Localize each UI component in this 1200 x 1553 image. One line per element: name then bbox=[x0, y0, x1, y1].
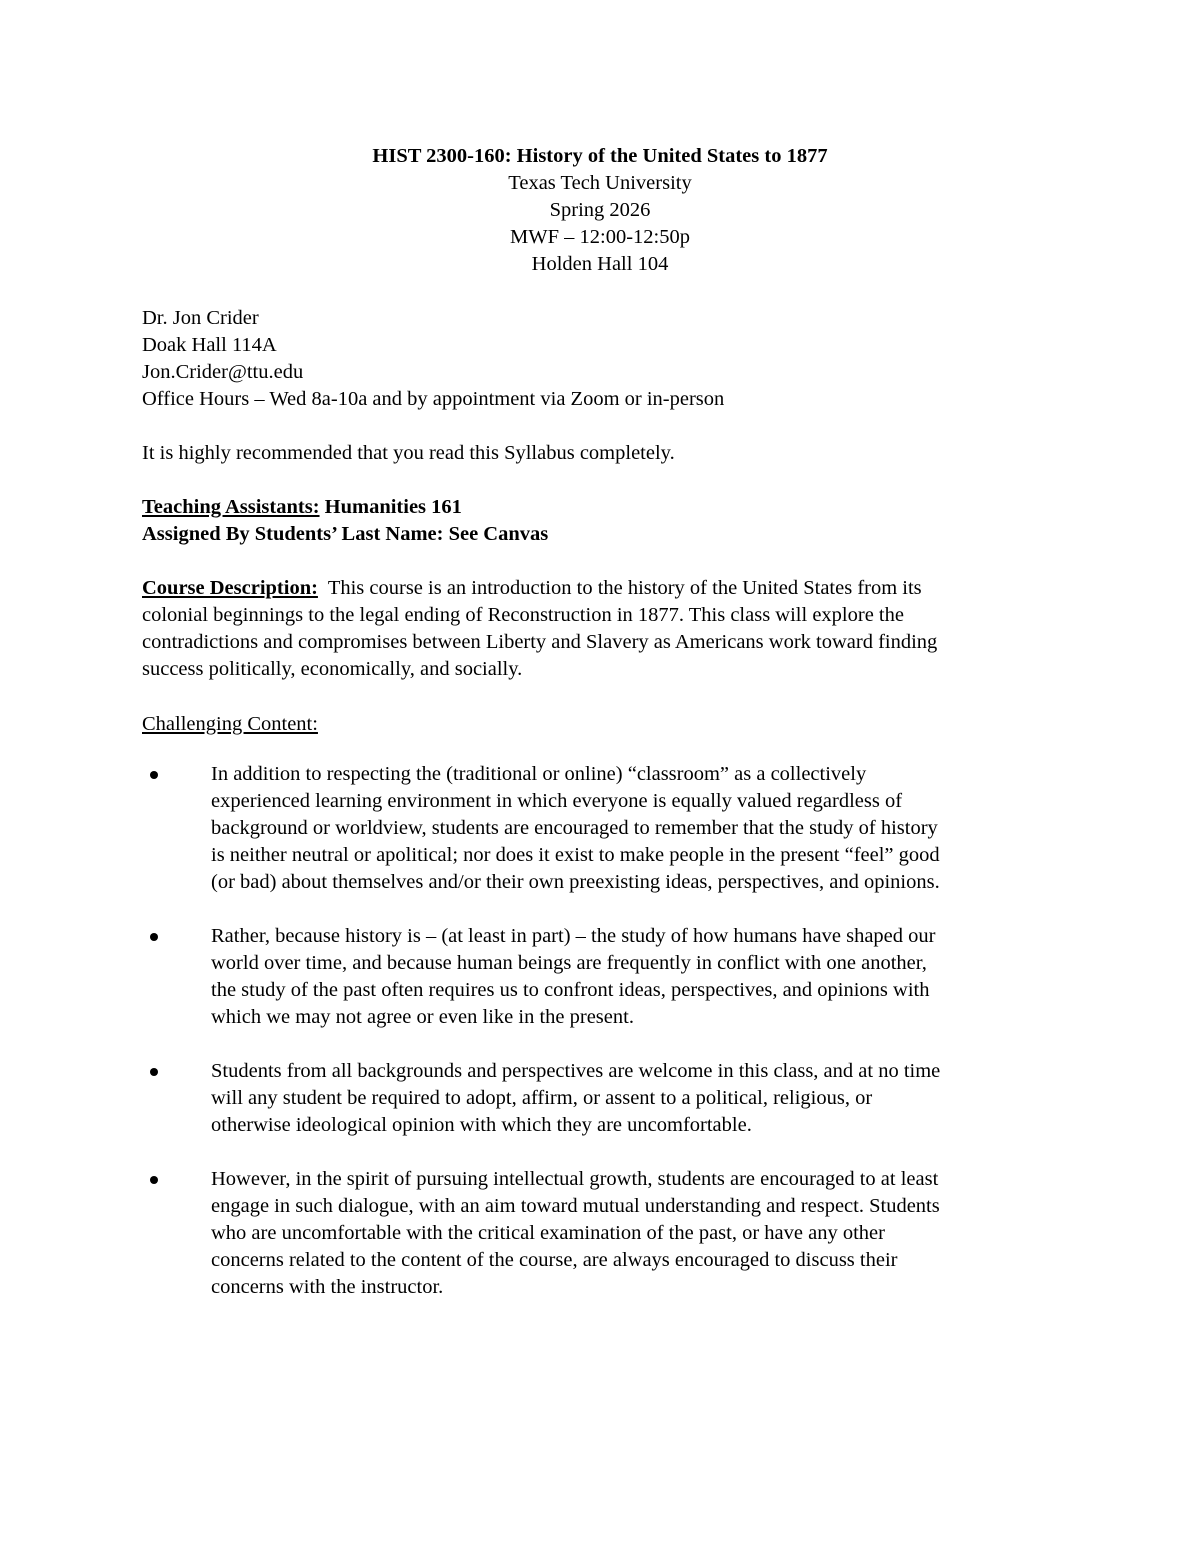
bullet-icon bbox=[150, 1176, 158, 1184]
instructor-office: Doak Hall 114A bbox=[142, 334, 277, 356]
teaching-assistants-section bbox=[142, 494, 1072, 548]
list-item-line: concerns related to the content of the course, are always encouraged to discuss their bbox=[211, 1249, 898, 1271]
list-item-line: otherwise ideological opinion with which they are uncomfortable. bbox=[211, 1114, 752, 1136]
teaching-assistants-line bbox=[142, 494, 1072, 521]
list-item-line: However, in the spirit of pursuing intellectual growth, students are encouraged to at least bbox=[211, 1168, 939, 1190]
list-item-line: world over time, and because human beings are frequently in conflict with one another, bbox=[211, 952, 927, 974]
instructor-info bbox=[142, 305, 1072, 413]
teaching-assistants-label: Teaching Assistants: bbox=[142, 496, 320, 518]
list-item-line: In addition to respecting the (traditional or online) “classroom” as a collectively bbox=[211, 763, 867, 785]
list-item bbox=[142, 1166, 1072, 1301]
list-item-line: experienced learning environment in which everyone is equally valued regardless of bbox=[211, 790, 903, 812]
list-item-line: (or bad) about themselves and/or their own preexisting ideas, perspectives, and opinions. bbox=[211, 871, 940, 893]
course-description-line: contradictions and compromises between Liberty and Slavery as Americans work toward finding bbox=[142, 631, 938, 653]
course-description-label: Course Description: bbox=[142, 577, 318, 599]
course-description-text: This course is an introduction to the history of the United States from its bbox=[317, 577, 922, 599]
teaching-assistants-value: Humanities 161 bbox=[319, 496, 462, 518]
office-hours: Office Hours – Wed 8a-10a and by appointment via Zoom or in-person bbox=[142, 388, 725, 410]
class-schedule: MWF – 12:00-12:50p bbox=[510, 226, 690, 248]
course-description-line bbox=[142, 575, 1072, 602]
list-item-line: who are uncomfortable with the critical examination of the past, or have any other bbox=[211, 1222, 885, 1244]
list-item-line: background or worldview, students are encouraged to remember that the study of history bbox=[211, 817, 938, 839]
list-item bbox=[142, 1058, 1072, 1139]
challenging-content-list bbox=[142, 761, 1072, 1328]
bullet-icon bbox=[150, 771, 158, 779]
course-title: HIST 2300-160: History of the United States to 1877 bbox=[372, 145, 828, 167]
list-item-line: engage in such dialogue, with an aim toward mutual understanding and respect. Students bbox=[211, 1195, 940, 1217]
list-item-line: the study of the past often requires us to confront ideas, perspectives, and opinions with bbox=[211, 979, 930, 1001]
course-description-line: colonial beginnings to the legal ending of Reconstruction in 1877. This class will explore the bbox=[142, 604, 904, 626]
instructor-email: Jon.Crider@ttu.edu bbox=[142, 361, 304, 383]
course-header bbox=[0, 143, 1200, 278]
list-item-line: concerns with the instructor. bbox=[211, 1276, 444, 1298]
ta-assignment-note: Assigned By Students’ Last Name: See Canvas bbox=[142, 523, 549, 545]
bullet-icon bbox=[150, 933, 158, 941]
term: Spring 2026 bbox=[549, 199, 651, 221]
bullet-icon bbox=[150, 1068, 158, 1076]
class-location: Holden Hall 104 bbox=[531, 253, 669, 275]
challenging-content-heading: Challenging Content: bbox=[142, 713, 318, 735]
instructor-name: Dr. Jon Crider bbox=[142, 307, 259, 329]
course-description-line: success politically, economically, and socially. bbox=[142, 658, 523, 680]
list-item bbox=[142, 761, 1072, 896]
list-item-line: Students from all backgrounds and perspectives are welcome in this class, and at no time bbox=[211, 1060, 941, 1082]
course-description bbox=[142, 575, 1072, 683]
list-item-line: will any student be required to adopt, affirm, or assent to a political, religious, or bbox=[211, 1087, 873, 1109]
read-syllabus-note: It is highly recommended that you read this Syllabus completely. bbox=[142, 442, 675, 464]
list-item-line: is neither neutral or apolitical; nor does it exist to make people in the present “feel” good bbox=[211, 844, 940, 866]
list-item-line: Rather, because history is – (at least in part) – the study of how humans have shaped our bbox=[211, 925, 936, 947]
list-item-line: which we may not agree or even like in the present. bbox=[211, 1006, 634, 1028]
university-name: Texas Tech University bbox=[508, 172, 692, 194]
list-item bbox=[142, 923, 1072, 1031]
